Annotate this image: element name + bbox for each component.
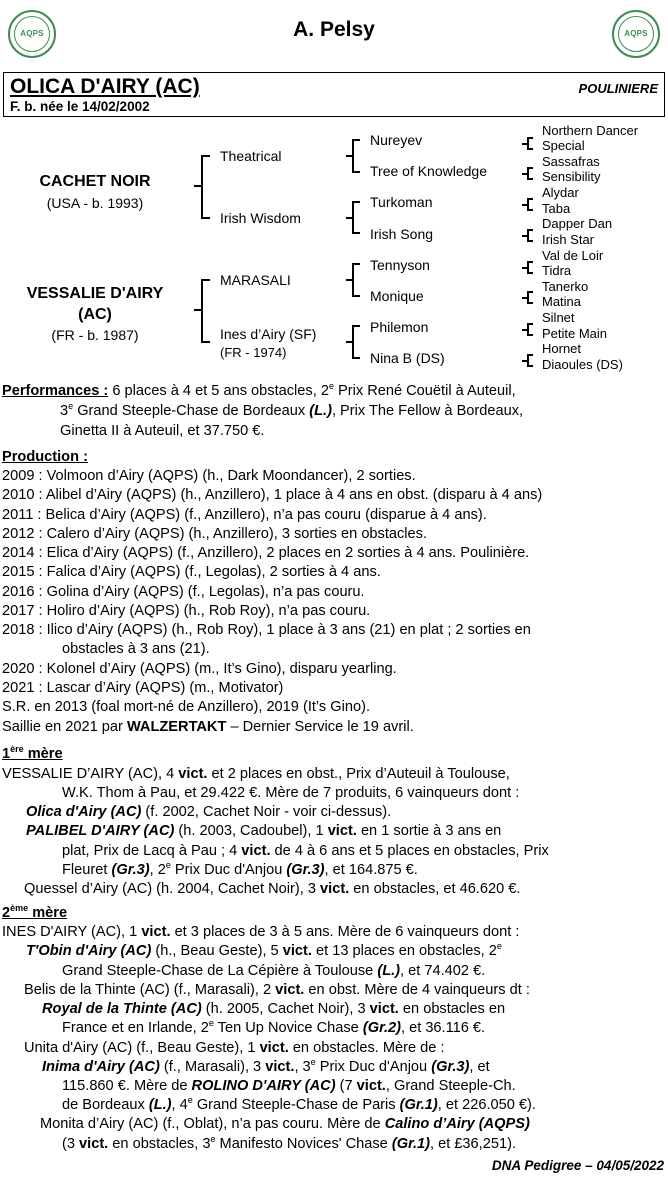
- belis-line: Belis de la Thinte (AC) (f., Marasali), 2 vict. en obst. Mère de 4 vainqueurs dt :: [24, 982, 530, 998]
- g2-marasali: MARASALI: [220, 272, 291, 288]
- monita-line-1: Monita d’Airy (AC) (f., Oblat), n’a pas couru. Mère de Calino d’Airy (AQPS): [40, 1116, 530, 1132]
- unita-line: Unita d'Airy (AC) (f., Beau Geste), 1 vict. en obstacles. Mère de :: [24, 1040, 445, 1056]
- performances-line-2: 3e Grand Steeple-Chase de Bordeaux (L.), Prix The Fellow à Bordeaux,: [60, 401, 524, 419]
- monita-line-2: (3 vict. en obstacles, 3e Manifesto Novices' Chase (Gr.1), et £36,251).: [62, 1134, 516, 1152]
- performances-line-1: Performances : 6 places à 4 et 5 ans obstacles, 2e Prix René Couëtil à Auteuil,: [2, 381, 516, 399]
- g2-ines-dairy: Ines d’Airy (SF): [220, 326, 317, 342]
- olica-line: Olica d'Airy (AC) (f. 2002, Cachet Noir - voir ci-dessus).: [26, 804, 392, 820]
- g3-philemon: Philemon: [370, 319, 429, 335]
- g4-special: Special: [542, 138, 585, 153]
- g4-petite-main: Petite Main: [542, 326, 608, 341]
- production-2018-cont: obstacles à 3 ans (21).: [62, 641, 210, 657]
- g4-tanerko: Tanerko: [542, 279, 589, 294]
- sire-name: CACHET NOIR: [39, 173, 151, 190]
- mere2-heading: 2ème mère: [2, 903, 68, 921]
- production-sr: S.R. en 2013 (foal mort-né de Anzillero), 2019 (It’s Gino).: [2, 699, 371, 715]
- g4-irish-star: Irish Star: [542, 232, 595, 247]
- production-2011: 2011 : Belica d’Airy (AQPS) (f., Anzillero), n’a pas couru (disparue à 4 ans).: [2, 507, 487, 523]
- horse-header-box: [3, 72, 665, 117]
- g2-irish-wisdom: Irish Wisdom: [220, 210, 301, 226]
- g4-sensibility: Sensibility: [542, 169, 601, 184]
- production-2014: 2014 : Elica d’Airy (AQPS) (f., Anzillero), 2 places en 2 sorties à 4 ans. Poulinière.: [2, 545, 530, 561]
- sire-origin: (USA - b. 1993): [46, 195, 144, 211]
- inima-line-2: 115.860 €. Mère de ROLINO D'AIRY (AC) (7 vict., Grand Steeple-Ch.: [62, 1078, 516, 1094]
- performances-line-3: Ginetta II à Auteuil, et 37.750 €.: [60, 423, 265, 439]
- production-saillie: Saillie en 2021 par WALZERTAKT – Dernier Service le 19 avril.: [2, 719, 414, 735]
- g3-tennyson: Tennyson: [370, 257, 430, 273]
- mere1-line-1: VESSALIE D’AIRY (AC), 4 vict. et 2 places en obst., Prix d’Auteuil à Toulouse,: [2, 766, 510, 782]
- g3-tree-of-knowledge: Tree of Knowledge: [370, 163, 487, 179]
- tobin-line-2: Grand Steeple-Chase de La Cépière à Toulouse (L.), et 74.402 €.: [62, 963, 486, 979]
- palibel-line-3: Fleuret (Gr.3), 2e Prix Duc d'Anjou (Gr.3), et 164.875 €.: [62, 860, 418, 878]
- performances-heading: Performances :: [2, 383, 109, 399]
- g4-dapper-dan: Dapper Dan: [542, 216, 613, 231]
- production-2017: 2017 : Holiro d’Airy (AQPS) (h., Rob Roy), n’a pas couru.: [2, 603, 371, 619]
- g4-diaoules: Diaoules (DS): [542, 357, 623, 372]
- tobin-line-1: T'Obin d'Airy (AC) (h., Beau Geste), 5 vict. et 13 places en obstacles, 2e: [26, 941, 502, 959]
- production-2015: 2015 : Falica d’Airy (AQPS) (f., Legolas), 2 sorties à 4 ans.: [2, 564, 381, 580]
- production-2012: 2012 : Calero d’Airy (AQPS) (h., Anzillero), 3 sorties en obstacles.: [2, 526, 428, 542]
- g3-nureyev: Nureyev: [370, 132, 423, 148]
- g2-theatrical: Theatrical: [220, 148, 282, 164]
- mere1-line-2: W.K. Thom à Pau, et 29.422 €. Mère de 7 produits, 6 vainqueurs dont :: [62, 785, 520, 801]
- production-2016: 2016 : Golina d’Airy (AQPS) (f., Legolas), n’a pas couru.: [2, 584, 365, 600]
- dam-origin: (FR - b. 1987): [51, 327, 139, 343]
- mere2-line-1: INES D'AIRY (AC), 1 vict. et 3 places de 3 à 5 ans. Mère de 6 vainqueurs dont :: [2, 924, 520, 940]
- footer-credit: DNA Pedigree – 04/05/2022: [491, 1158, 664, 1173]
- mere1-heading: 1ère mère: [2, 744, 63, 762]
- g4-taba: Taba: [542, 201, 571, 216]
- g4-sassafras: Sassafras: [542, 154, 600, 169]
- production-heading: Production :: [2, 449, 88, 465]
- g4-northern-dancer: Northern Dancer: [542, 123, 639, 138]
- dam-name-line2: (AC): [78, 306, 112, 323]
- inima-line-3: de Bordeaux (L.), 4e Grand Steeple-Chase de Paris (Gr.1), et 226.050 €).: [62, 1095, 536, 1113]
- quessel-line: Quessel d’Airy (AC) (h. 2004, Cachet Noir), 3 vict. en obstacles, et 46.620 €.: [24, 881, 521, 897]
- g4-hornet: Hornet: [542, 341, 582, 356]
- g3-nina-b: Nina B (DS): [370, 350, 445, 366]
- royal-line-1: Royal de la Thinte (AC) (h. 2005, Cachet Noir), 3 vict. en obstacles en: [42, 1001, 506, 1017]
- horse-name: OLICA D'AIRY (AC): [10, 75, 200, 98]
- production-2020: 2020 : Kolonel d’Airy (AQPS) (m., It’s Gino), disparu yearling.: [2, 661, 397, 677]
- palibel-line-1: PALIBEL D'AIRY (AC) (h. 2003, Cadoubel), 1 vict. en 1 sortie à 3 ans en: [26, 823, 502, 839]
- inima-line-1: Inima d'Airy (AC) (f., Marasali), 3 vict., 3e Prix Duc d'Anjou (Gr.3), et: [42, 1057, 490, 1075]
- g4-silnet: Silnet: [542, 310, 575, 325]
- g4-alydar: Alydar: [542, 185, 579, 200]
- dam-name-line1: VESSALIE D'AIRY: [26, 285, 164, 302]
- g4-val-de-loir: Val de Loir: [542, 248, 604, 263]
- g3-irish-song: Irish Song: [370, 226, 434, 242]
- logo-text: AQPS: [624, 29, 648, 38]
- g2-ines-origin: (FR - 1974): [220, 345, 287, 360]
- production-2009: 2009 : Volmoon d’Airy (AQPS) (h., Dark Moondancer), 2 sorties.: [2, 468, 416, 484]
- g4-matina: Matina: [542, 294, 582, 309]
- production-2021: 2021 : Lascar d’Airy (AQPS) (m., Motivator): [2, 680, 284, 696]
- production-2010: 2010 : Alibel d’Airy (AQPS) (h., Anzillero), 1 place à 4 ans en obst. (disparu à 4 ans): [2, 487, 543, 503]
- logo-text: AQPS: [20, 29, 44, 38]
- g3-turkoman: Turkoman: [370, 194, 433, 210]
- horse-role: POULINIERE: [578, 81, 658, 96]
- g4-tidra: Tidra: [542, 263, 572, 278]
- horse-description: F. b. née le 14/02/2002: [10, 99, 150, 114]
- production-2018: 2018 : Ilico d’Airy (AQPS) (h., Rob Roy), 1 place à 3 ans (21) en plat ; 2 sorties en: [2, 622, 531, 638]
- royal-line-2: France et en Irlande, 2e Ten Up Novice Chase (Gr.2), et 36.116 €.: [62, 1018, 486, 1036]
- g3-monique: Monique: [370, 288, 424, 304]
- palibel-line-2: plat, Prix de Lacq à Pau ; 4 vict. de 4 à 6 ans et 5 places en obstacles, Prix: [62, 843, 549, 859]
- breeder-title: A. Pelsy: [293, 18, 375, 41]
